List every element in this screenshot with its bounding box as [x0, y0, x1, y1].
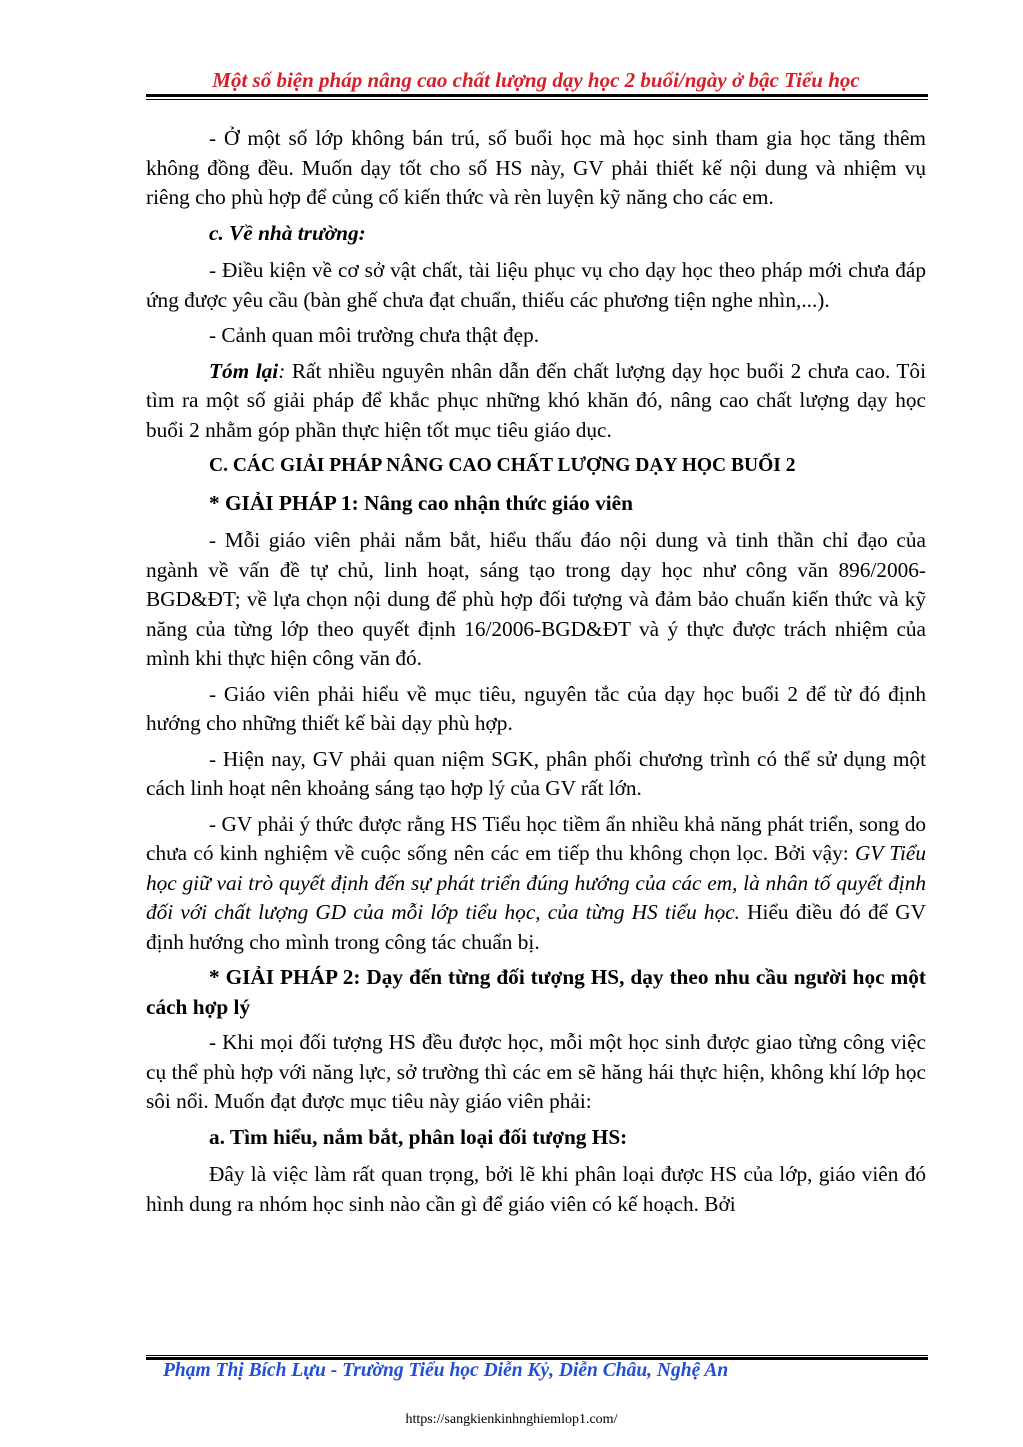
solution-1-heading: [146, 489, 926, 519]
section-heading: C. CÁC GIẢI PHÁP NÂNG CAO CHẤT LƯỢNG DẠY HỌC BUỔI 2: [209, 455, 796, 476]
footer-divider: [146, 1355, 928, 1356]
paragraph-text: - GV phải ý thức được rằng HS Tiểu học tiềm ẩn nhiều khả năng phát triển, song do chưa có kinh nghiệm về cuộc sống nên các em tiếp thu không chọn lọc. Bởi vậy:: [146, 811, 926, 865]
header-divider: [146, 94, 928, 97]
paragraph: - Hiện nay, GV phải quan niệm SGK, phân phối chương trình có thể sử dụng một cách linh hoạt nên khoảng sáng tạo hợp lý của GV rất lớn.: [146, 746, 926, 800]
paragraph: - Ở một số lớp không bán trú, số buổi học mà học sinh tham gia học tăng thêm không đồng đều. Muốn dạy tốt cho số HS này, GV phải thiết kế nội dung và nhiệm vụ riêng cho phù hợp để củng cố kiến thức và rèn luyện kỹ năng cho các em.: [146, 126, 926, 209]
document-body: [146, 124, 926, 1223]
paragraph-italic-text: GV Tiểu học giữ vai trò quyết định đến sự phát triển đúng hướng của các em, là nhân tố quyết định đối với chất lượng GD của mỗi lớp tiểu học, của từng HS tiểu học.: [146, 841, 926, 924]
subheading-school: c. Về nhà trường:: [209, 220, 366, 245]
footer-author: Phạm Thị Bích Lựu - Trường Tiểu học Diễn Kỷ, Diễn Châu, Nghệ An: [163, 1360, 729, 1381]
paragraph: - Khi mọi đối tượng HS đều được học, mỗi một học sinh được giao từng công việc cụ thể phù hợp với năng lực, sở trường thì các em sẽ hăng hái thực hiện, không khí lớp học sôi nổi. Muốn đạt được mục tiêu này giáo viên phải:: [146, 1030, 926, 1113]
paragraph-text: Hiểu điều đó để GV định hướng cho mình trong công tác chuẩn bị.: [146, 900, 926, 954]
summary-text: Rất nhiều nguyên nhân dẫn đến chất lượng dạy học buổi 2 chưa cao. Tôi tìm ra một số giải pháp để khắc phục những khó khăn đó, nâng cao chất lượng dạy học buổi 2 nhằm góp phần thực hiện tốt mục tiêu giáo dục.: [146, 358, 926, 442]
source-url: https://sangkienkinhnghiemlop1.com/: [405, 1412, 618, 1427]
solution-1-title: Nâng cao nhận thức giáo viên: [364, 490, 633, 515]
paragraph: - Điều kiện về cơ sở vật chất, tài liệu phục vụ cho dạy học theo pháp mới chưa đáp ứng được yêu cầu (bàn ghế chưa đạt chuẩn, thiếu các phương tiện nghe nhìn,...).: [146, 258, 926, 312]
solution-1-prefix: * GIẢI PHÁP 1:: [209, 490, 364, 515]
paragraph: - Cảnh quan môi trường chưa thật đẹp.: [209, 323, 540, 347]
summary-paragraph: [146, 357, 926, 446]
paragraph: - Giáo viên phải hiểu về mục tiêu, nguyên tắc của dạy học buổi 2 để từ đó định hướng cho những thiết kế bài dạy phù hợp.: [146, 681, 926, 735]
summary-colon: :: [278, 358, 286, 383]
paragraph: [146, 810, 926, 958]
page-header-title: Một số biện pháp nâng cao chất lượng dạy học 2 buổi/ngày ở bậc Tiểu học: [212, 68, 860, 92]
solution-2-heading: * GIẢI PHÁP 2: Dạy đến từng đối tượng HS, dạy theo nhu cầu người học một cách hợp lý: [146, 965, 926, 1019]
summary-label: Tóm lại: [209, 358, 279, 383]
paragraph: - Mỗi giáo viên phải nắm bắt, hiểu thấu đáo nội dung và tinh thần chỉ đạo của ngành về vấn đề tự chủ, linh hoạt, sáng tạo trong dạy học như công văn 896/2006-BGD&ĐT; về lựa chọn nội dung để phù hợp đối tượng và đảm bảo chuẩn kiến thức và kỹ năng của từng lớp theo quyết định 16/2006-BGD&ĐT và ý thực được trách nhiệm của mình khi thực hiện công văn đó.: [146, 528, 926, 670]
paragraph: Đây là việc làm rất quan trọng, bởi lẽ khi phân loại được HS của lớp, giáo viên đó hình dung ra nhóm học sinh nào cần gì để giáo viên có kế hoạch. Bởi: [146, 1162, 926, 1216]
subheading-classify-students: a. Tìm hiểu, nắm bắt, phân loại đối tượng HS:: [209, 1124, 628, 1149]
